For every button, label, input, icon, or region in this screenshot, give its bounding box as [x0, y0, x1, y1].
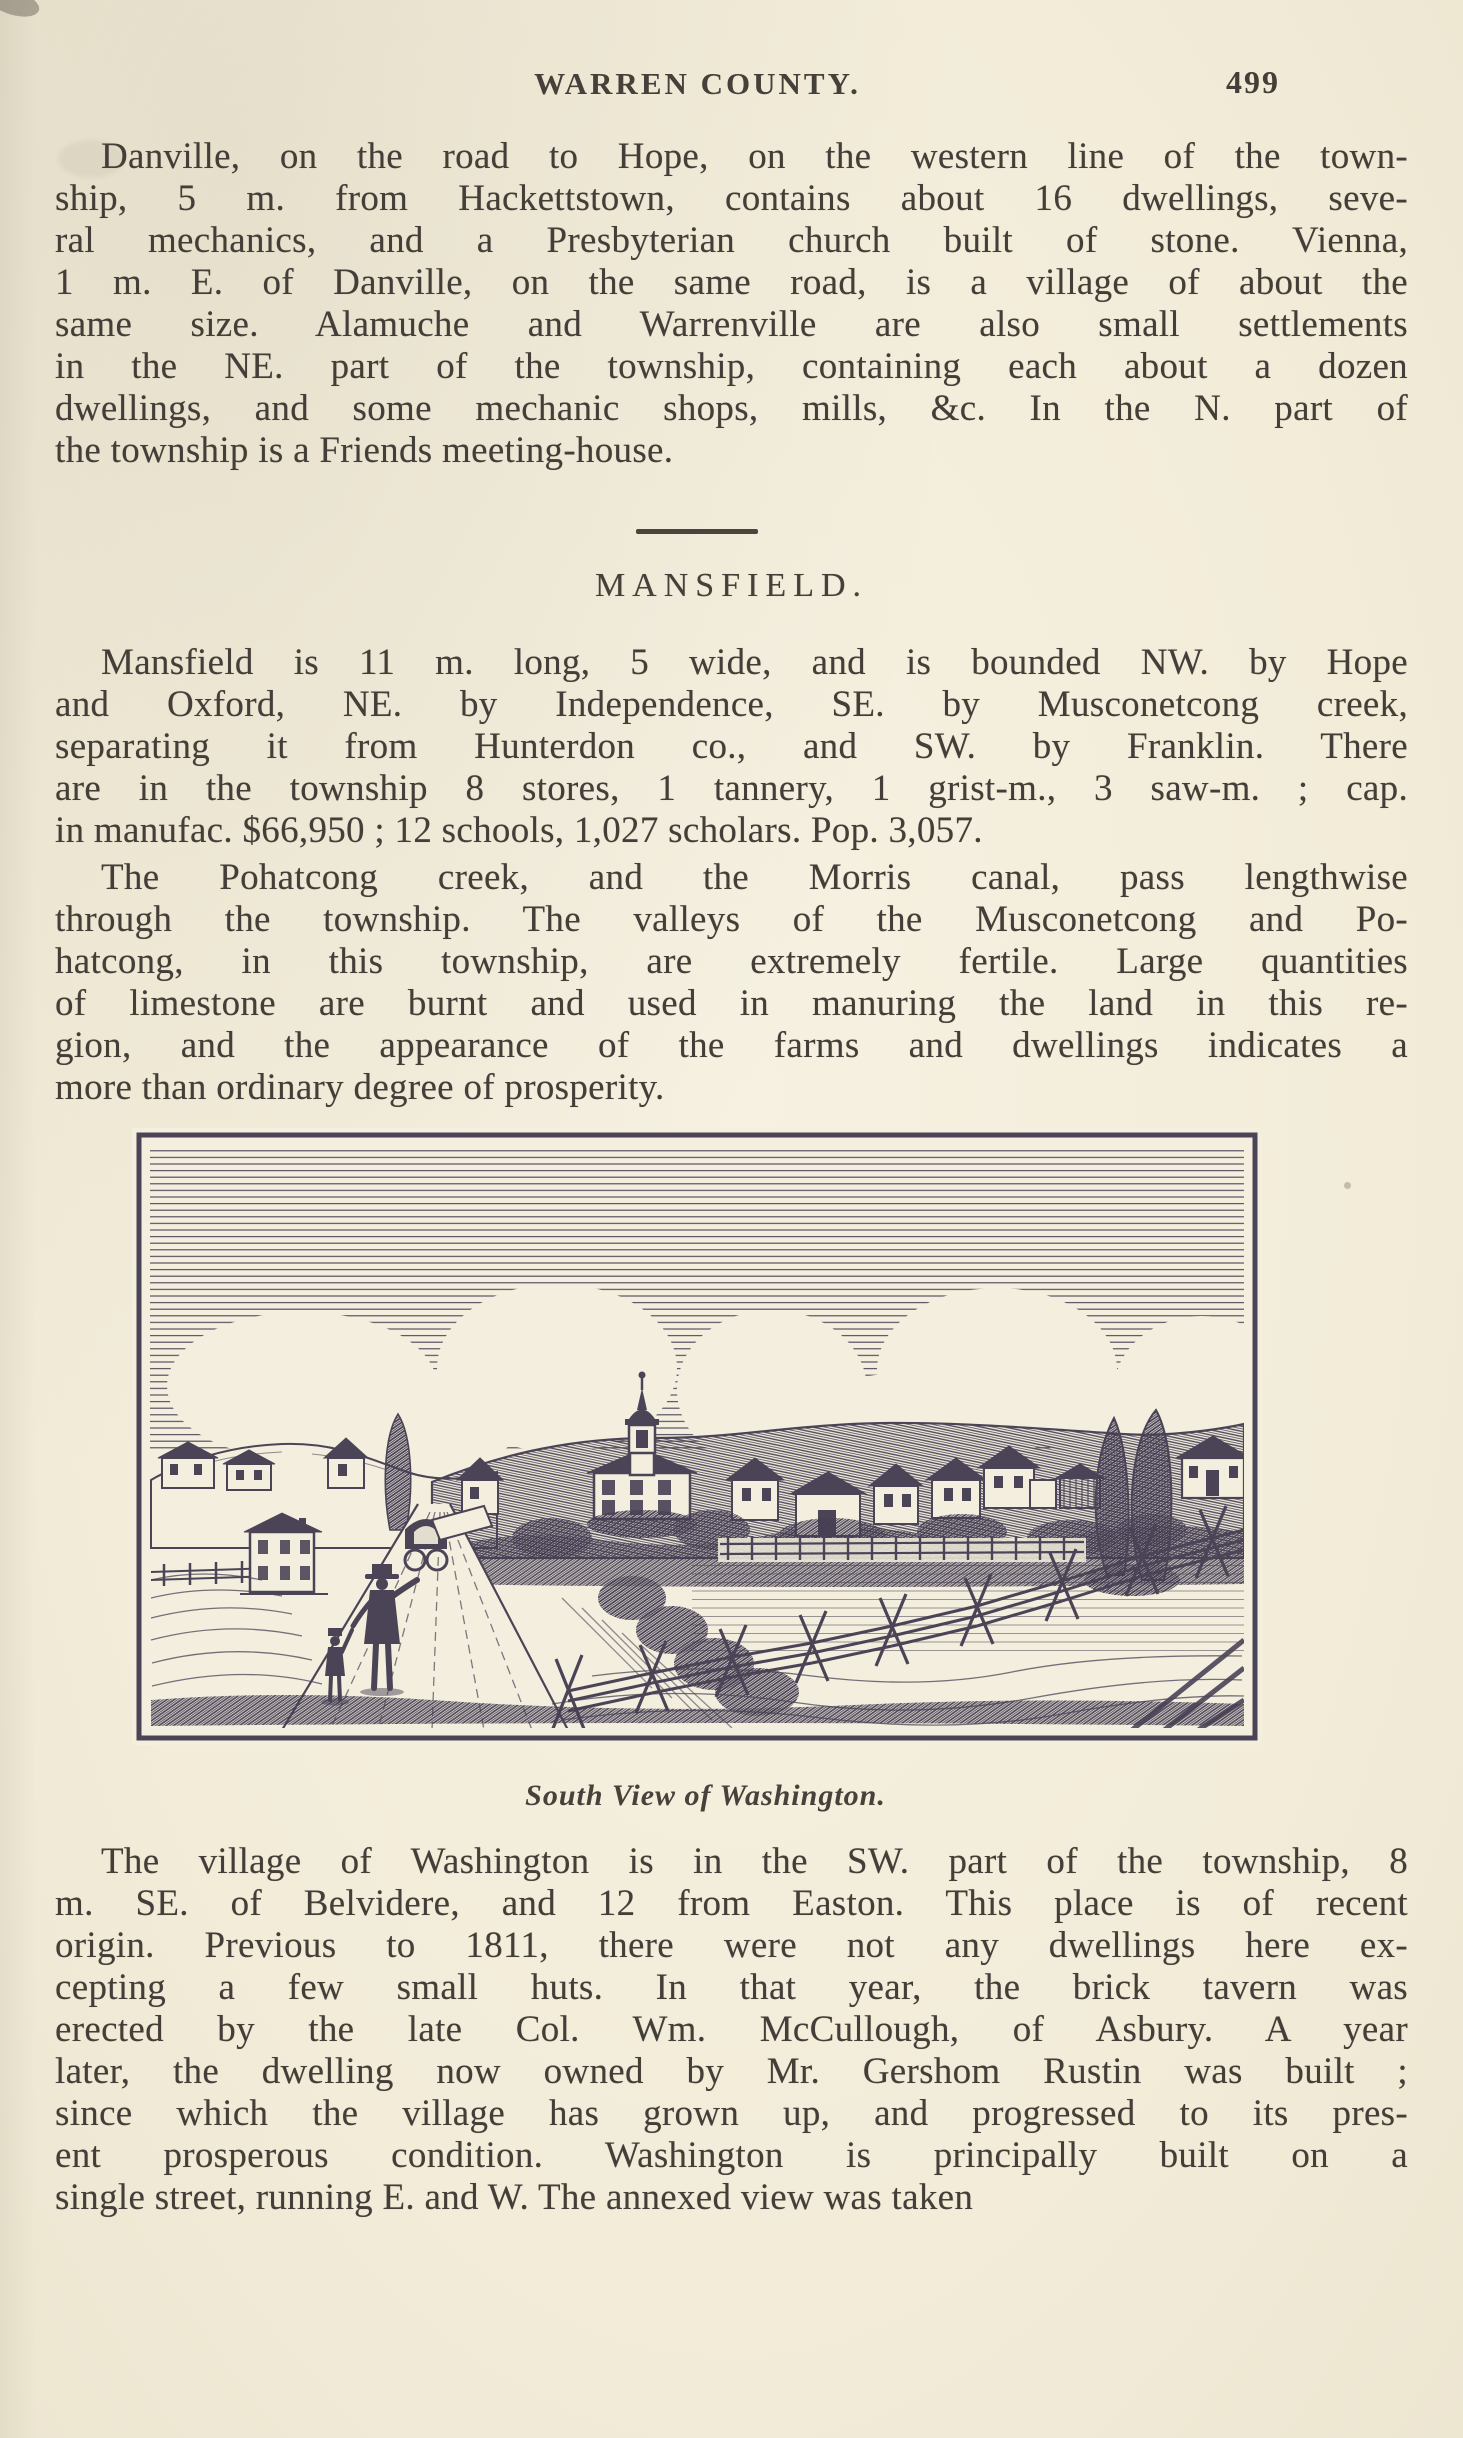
- paragraph-pohatcong: [55, 857, 1408, 1109]
- post-and-rail-fence: [718, 1536, 1086, 1562]
- text-line: origin. Previous to 1811, there were not any dwellings here ex-: [55, 1925, 1408, 1966]
- text-line: hatcong, in this township, are extremely fertile. Large quantities: [55, 941, 1408, 982]
- text-line: gion, and the appearance of the farms and dwellings indicates a: [55, 1025, 1408, 1066]
- figure-caption: South View of Washington.: [525, 1779, 886, 1812]
- text-line: 1 m. E. of Danville, on the same road, is a village of about the: [55, 262, 1408, 303]
- section-divider: [636, 529, 758, 534]
- paragraph-danville: [55, 136, 1408, 472]
- text-line: ship, 5 m. from Hackettstown, contains about 16 dwellings, seve-: [55, 178, 1408, 219]
- text-line: The village of Washington is in the SW. part of the township, 8: [101, 1841, 1408, 1882]
- text-line: The Pohatcong creek, and the Morris canal, pass lengthwise: [101, 857, 1408, 898]
- scan-speck: [1344, 1182, 1351, 1189]
- text-line: are in the township 8 stores, 1 tannery, 1 grist-m., 3 saw-m. ; cap.: [55, 768, 1408, 809]
- text-line: Mansfield is 11 m. long, 5 wide, and is bounded NW. by Hope: [101, 642, 1408, 683]
- text-line: the township is a Friends meeting-house.: [55, 430, 674, 471]
- paragraph-washington: [55, 1841, 1408, 2219]
- text-line: ral mechanics, and a Presbyterian church built of stone. Vienna,: [55, 220, 1408, 261]
- text-line: ent prosperous condition. Washington is principally built on a: [55, 2135, 1408, 2176]
- paragraph-mansfield-stats: [55, 642, 1408, 852]
- section-heading-mansfield: MANSFIELD.: [594, 567, 869, 604]
- text-line: in manufac. $66,950 ; 12 schools, 1,027 scholars. Pop. 3,057.: [55, 810, 983, 851]
- text-line: and Oxford, NE. by Independence, SE. by Musconetcong creek,: [55, 684, 1408, 725]
- text-line: more than ordinary degree of prosperity.: [55, 1067, 665, 1108]
- text-line: through the township. The valleys of the Musconetcong and Po-: [55, 899, 1408, 940]
- text-line: cepting a few small huts. In that year, the brick tavern was: [55, 1967, 1408, 2008]
- text-line: Danville, on the road to Hope, on the western line of the town-: [101, 136, 1408, 177]
- running-header-title: WARREN COUNTY.: [534, 66, 861, 101]
- text-line: separating it from Hunterdon co., and SW. by Franklin. There: [55, 726, 1408, 767]
- text-line: in the NE. part of the township, containing each about a dozen: [55, 346, 1408, 387]
- text-line: same size. Alamuche and Warrenville are also small settlements: [55, 304, 1408, 345]
- text-line: erected by the late Col. Wm. McCullough, of Asbury. A year: [55, 2009, 1408, 2050]
- text-line: m. SE. of Belvidere, and 12 from Easton. This place is of recent: [55, 1883, 1408, 1924]
- text-line: later, the dwelling now owned by Mr. Gershom Rustin was built ;: [55, 2051, 1408, 2092]
- text-line: single street, running E. and W. The annexed view was taken: [55, 2177, 974, 2218]
- running-header: [55, 66, 1408, 110]
- text-line: dwellings, and some mechanic shops, mills, &c. In the N. part of: [55, 388, 1408, 429]
- text-line: since which the village has grown up, and progressed to its pres-: [55, 2093, 1408, 2134]
- page-number: 499: [1226, 64, 1280, 100]
- scan-speck: [0, 0, 42, 22]
- text-line: of limestone are burnt and used in manuring the land in this re-: [55, 983, 1408, 1024]
- village-engraving: [132, 1128, 1262, 1745]
